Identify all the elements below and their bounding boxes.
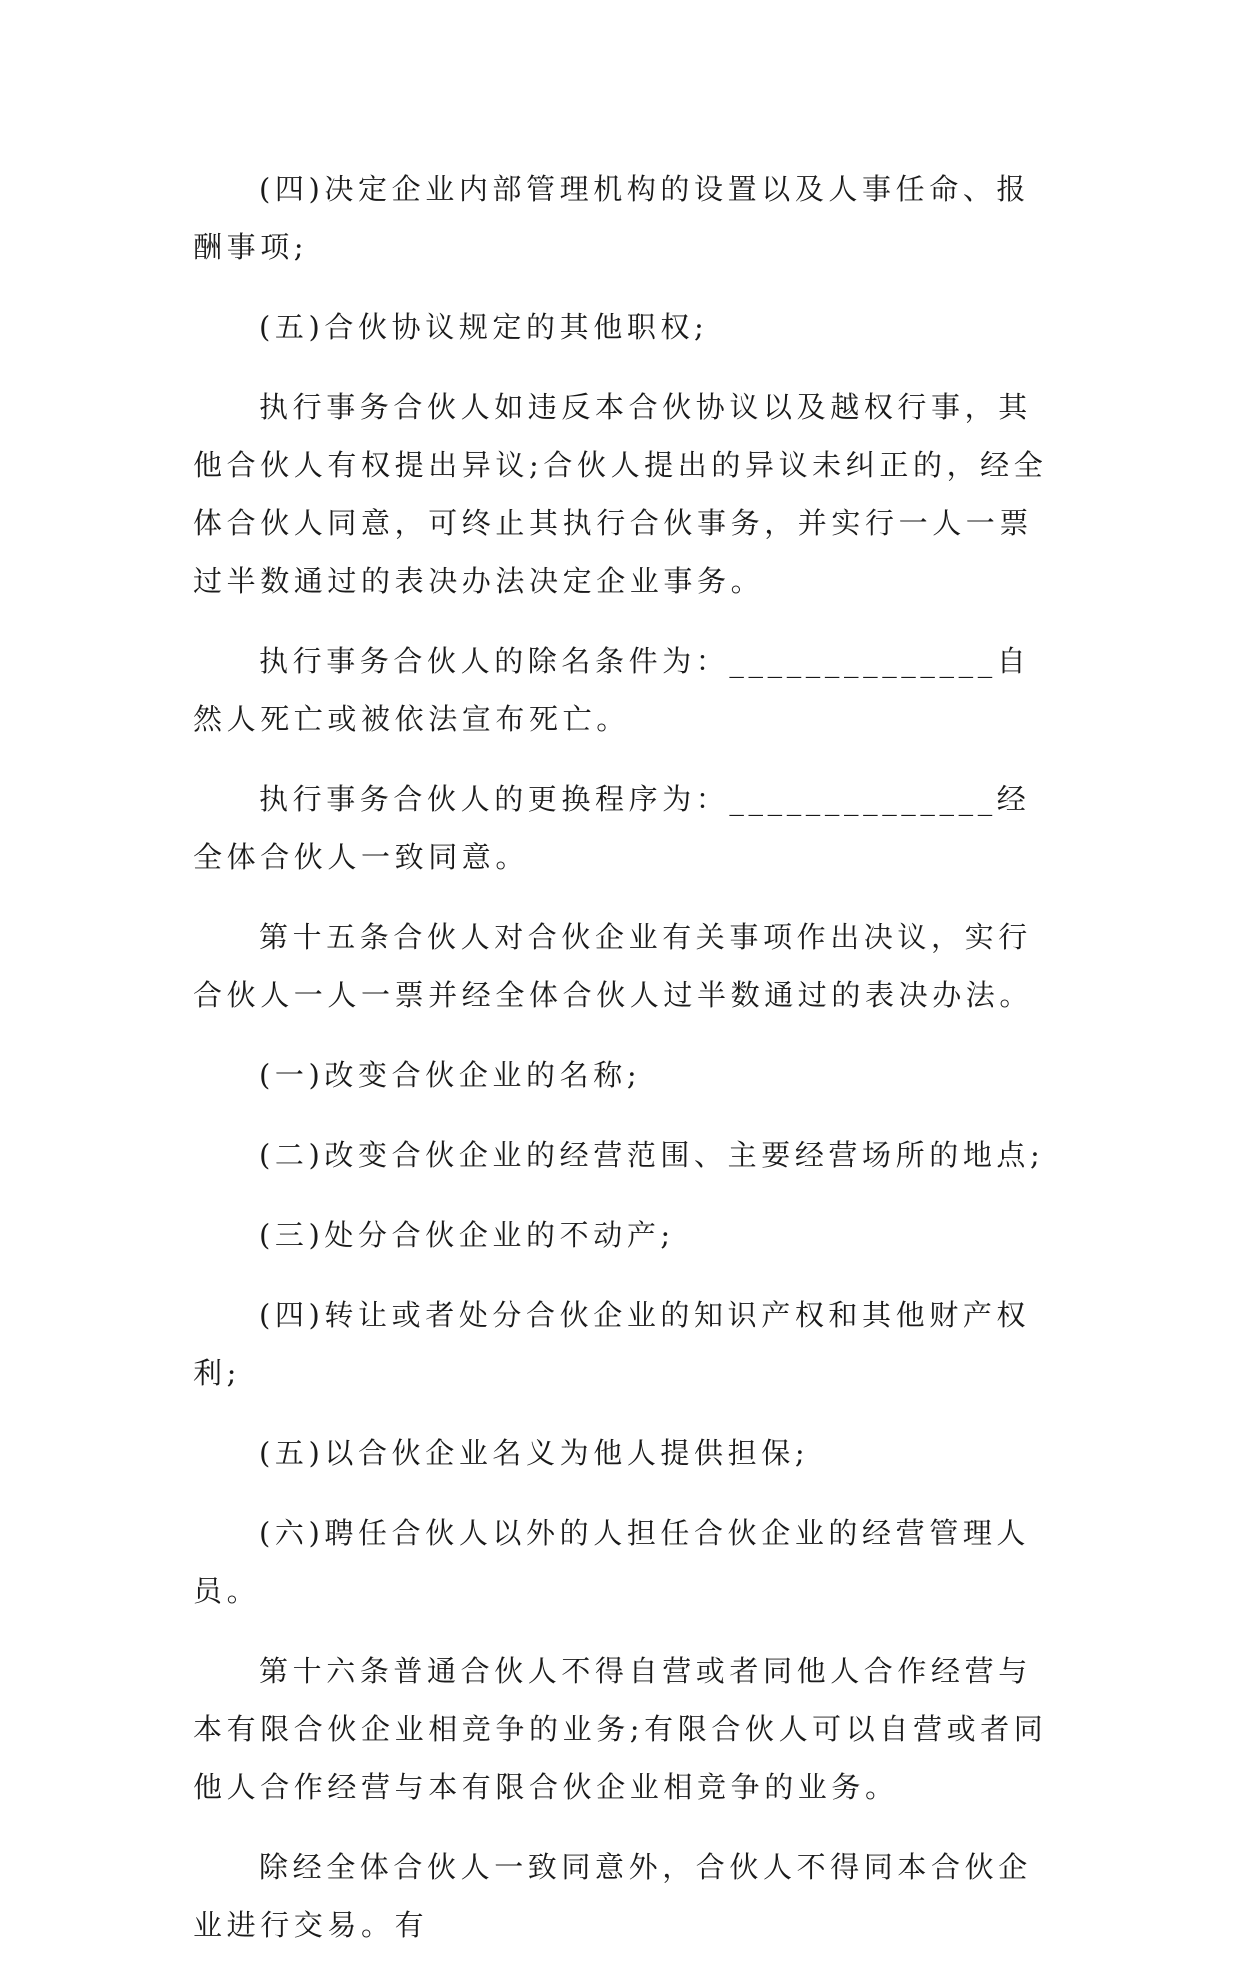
paragraph-3: 执行事务合伙人如违反本合伙协议以及越权行事，其他合伙人有权提出异议;合伙人提出的异议未纠正的，经全体合伙人同意，可终止其执行合伙事务，并实行一人一票过半数通过的表决办法决定企业事务。 [193, 390, 1048, 598]
paragraph-10: (四)转让或者处分合伙企业的知识产权和其他财产权利; [193, 1298, 1031, 1390]
paragraph-9: (三)处分合伙企业的不动产; [259, 1218, 675, 1252]
paragraph-1: (四)决定企业内部管理机构的设置以及人事任命、报酬事项; [193, 172, 1031, 264]
document-body [193, 160, 1063, 1976]
paragraph-12: (六)聘任合伙人以外的人担任合伙企业的经营管理人员。 [193, 1516, 1031, 1608]
paragraph-5: 执行事务合伙人的更换程序为：______________经全体合伙人一致同意。 [193, 782, 1031, 874]
paragraph-7: (一)改变合伙企业的名称; [259, 1058, 642, 1092]
paragraph-6: 第十五条合伙人对合伙企业有关事项作出决议，实行合伙人一人一票并经全体合伙人过半数通过的表决办法。 [193, 920, 1034, 1012]
paragraph-4: 执行事务合伙人的除名条件为：______________自然人死亡或被依法宣布死亡。 [193, 644, 1031, 736]
paragraph-2: (五)合伙协议规定的其他职权; [259, 310, 709, 344]
paragraph-11: (五)以合伙企业名义为他人提供担保; [259, 1436, 810, 1470]
paragraph-14: 除经全体合伙人一致同意外，合伙人不得同本合伙企业进行交易。有 [193, 1850, 1032, 1942]
paragraph-8: (二)改变合伙企业的经营范围、主要经营场所的地点; [259, 1138, 1045, 1172]
paragraph-13: 第十六条普通合伙人不得自营或者同他人合作经营与本有限合伙企业相竞争的业务;有限合伙人可以自营或者同他人合作经营与本有限合伙企业相竞争的业务。 [193, 1654, 1048, 1804]
